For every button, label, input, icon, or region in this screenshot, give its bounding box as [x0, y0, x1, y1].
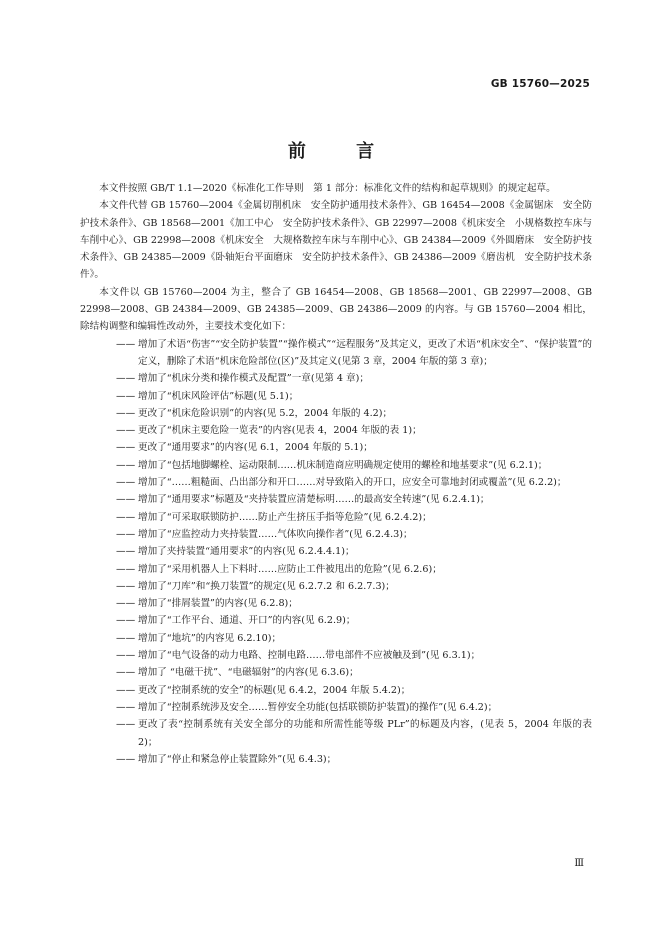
- list-item: [80, 664, 592, 681]
- paragraph: 本文件按照 GB/T 1.1—2020《标准化工作导则 第 1 部分：标准化文件的结构和起草规则》的规定起草。: [99, 183, 556, 194]
- change-text: 增加了“机床分类和操作模式及配置”一章(见第 4 章)；: [138, 373, 369, 385]
- dash-marker: ——: [116, 425, 136, 437]
- foreword-body: [80, 180, 592, 768]
- list-item: [80, 457, 592, 474]
- list-item: [80, 439, 592, 456]
- change-text: 增加了“工作平台、通道、开口”的内容(见 6.2.9)；: [138, 615, 356, 627]
- list-item: [80, 630, 592, 647]
- dash-marker: ——: [116, 753, 136, 765]
- list-item: [80, 716, 592, 751]
- dash-marker: ——: [116, 615, 136, 627]
- standard-code: GB 15760—2025: [490, 78, 590, 90]
- list-item: [80, 543, 592, 560]
- dash-marker: ——: [116, 580, 136, 592]
- change-text: 更改了“机床危险识别”的内容(见 5.2，2004 年版的 4.2)；: [138, 407, 393, 419]
- change-text: 增加了“排屑装置”的内容(见 6.2.8)；: [138, 598, 298, 610]
- list-item: [80, 612, 592, 629]
- paragraph: 本文件代替 GB 15760—2004《金属切削机床 安全防护通用技术条件》、GB 16454—2008《金属锯床 安全防护技术条件》、GB 18568—2001《加工中心 安全防护技术条件》、GB 22997—2008《机床安全 小规格数控车床与车削中心》、GB 22998—2008《机床安全 大规格数控车床与车削中心》、GB 24384—2009《外圆磨床 安全防护技术条件》、GB 24385—2009《卧轴矩台平面磨床 安全防护技术条件》、GB 24386—2009《磨齿机 安全防护技术条件》。: [80, 200, 592, 281]
- change-text: 增加了“电气设备的动力电路、控制电路……带电部件不应被触及到”(见 6.3.1)；: [138, 650, 481, 662]
- change-text: 更改了“机床主要危险一览表”的内容(见表 4，2004 年版的表 1)；: [138, 425, 422, 437]
- change-text: 增加了“……粗糙面、凸出部分和开口……对导致陷入的开口，应安全可靠地封闭或覆盖”(见 6.2.2)；: [138, 477, 567, 489]
- dash-marker: ——: [116, 528, 136, 540]
- list-item: [80, 370, 592, 387]
- dash-marker: ——: [116, 667, 136, 679]
- dash-marker: ——: [116, 477, 136, 489]
- change-text: 增加了“机床风险评估”标题(见 5.1)；: [138, 390, 299, 402]
- dash-marker: ——: [116, 390, 136, 402]
- dash-marker: ——: [116, 563, 136, 575]
- list-item: [80, 699, 592, 716]
- change-text: 增加了“可采取联锁防护……防止产生挤压手指等危险”(见 6.2.4.2)；: [138, 511, 432, 523]
- page-number: Ⅲ: [574, 858, 584, 869]
- change-text: 增加了“地坑”的内容见 6.2.10)；: [138, 632, 282, 644]
- dash-marker: ——: [116, 338, 136, 350]
- paragraph: 本文件以 GB 15760—2004 为主，整合了 GB 16454—2008、GB 18568—2001、GB 22997—2008、GB 22998—2008、GB 24384—2009、GB 24385—2009、GB 24386—2009 的内容。与 GB 15760—2004 相比，除结构调整和编辑性改动外，主要技术变化如下：: [80, 286, 592, 333]
- dash-marker: ——: [116, 598, 136, 610]
- dash-marker: ——: [116, 546, 136, 558]
- change-text: 增加了 “电磁干扰”、“电磁辐射”的内容(见 6.3.6)；: [138, 667, 359, 679]
- change-list: [80, 336, 592, 768]
- change-text: 更改了“控制系统的安全”的标题(见 6.4.2，2004 年版 5.4.2)；: [138, 684, 411, 696]
- change-text: 增加了“包括地脚螺栓、运动限制……机床制造商应明确规定使用的螺栓和地基要求”(见 6.2.1)；: [138, 459, 548, 471]
- change-text: 增加了术语“伤害”“安全防护装置”“操作模式”“远程服务”及其定义，更改了术语“机床安全”、“保护装置”的定义，删除了术语“机床危险部位(区)”及其定义(见第 3 章，2004 年版的第 3 章)；: [138, 338, 592, 367]
- dash-marker: ——: [116, 632, 136, 644]
- list-item: [80, 561, 592, 578]
- list-item: [80, 595, 592, 612]
- dash-marker: ——: [116, 650, 136, 662]
- change-text: 增加了“控制系统涉及安全……暂停安全功能(包括联锁防护装置)的操作”(见 6.4.2)；: [138, 701, 498, 713]
- dash-marker: ——: [116, 459, 136, 471]
- dash-marker: ——: [116, 407, 136, 419]
- change-text: 增加了“通用要求”标题及“夹持装置应清楚标明……的最高安全转速”(见 6.2.4.1)；: [138, 494, 490, 506]
- list-item: [80, 751, 592, 768]
- list-item: [80, 388, 592, 405]
- list-item: [80, 474, 592, 491]
- list-item: [80, 682, 592, 699]
- dash-marker: ——: [116, 684, 136, 696]
- list-item: [80, 336, 592, 371]
- change-text: 更改了“通用要求”的内容(见 6.1，2004 年版的 5.1)；: [138, 442, 373, 454]
- list-item: [80, 526, 592, 543]
- change-text: 增加了“停止和紧急停止装置除外”(见 6.4.3)；: [138, 753, 337, 765]
- dash-marker: ——: [116, 719, 136, 731]
- list-item: [80, 422, 592, 439]
- list-item: [80, 405, 592, 422]
- dash-marker: ——: [116, 494, 136, 506]
- change-text: 增加了“刀库”和“换刀装置”的规定(见 6.2.7.2 和 6.2.7.3)；: [138, 580, 395, 592]
- list-item: [80, 578, 592, 595]
- dash-marker: ——: [116, 373, 136, 385]
- page-title: 前 言: [287, 141, 397, 162]
- dash-marker: ——: [116, 511, 136, 523]
- list-item: [80, 491, 592, 508]
- dash-marker: ——: [116, 442, 136, 454]
- change-text: 更改了表“控制系统有关安全部分的功能和所需性能等级 PLr”的标题及内容，(见表 5，2004 年版的表 2)；: [138, 719, 592, 748]
- dash-marker: ——: [116, 701, 136, 713]
- change-text: 增加了夹持装置“通用要求”的内容(见 6.2.4.4.1)；: [138, 546, 355, 558]
- list-item: [80, 509, 592, 526]
- change-text: 增加了“采用机器人上下料时……应防止工件被甩出的危险”(见 6.2.6)；: [138, 563, 442, 575]
- change-text: 增加了“应监控动力夹持装置……气体吹向操作者”(见 6.2.4.3)；: [138, 528, 413, 540]
- list-item: [80, 647, 592, 664]
